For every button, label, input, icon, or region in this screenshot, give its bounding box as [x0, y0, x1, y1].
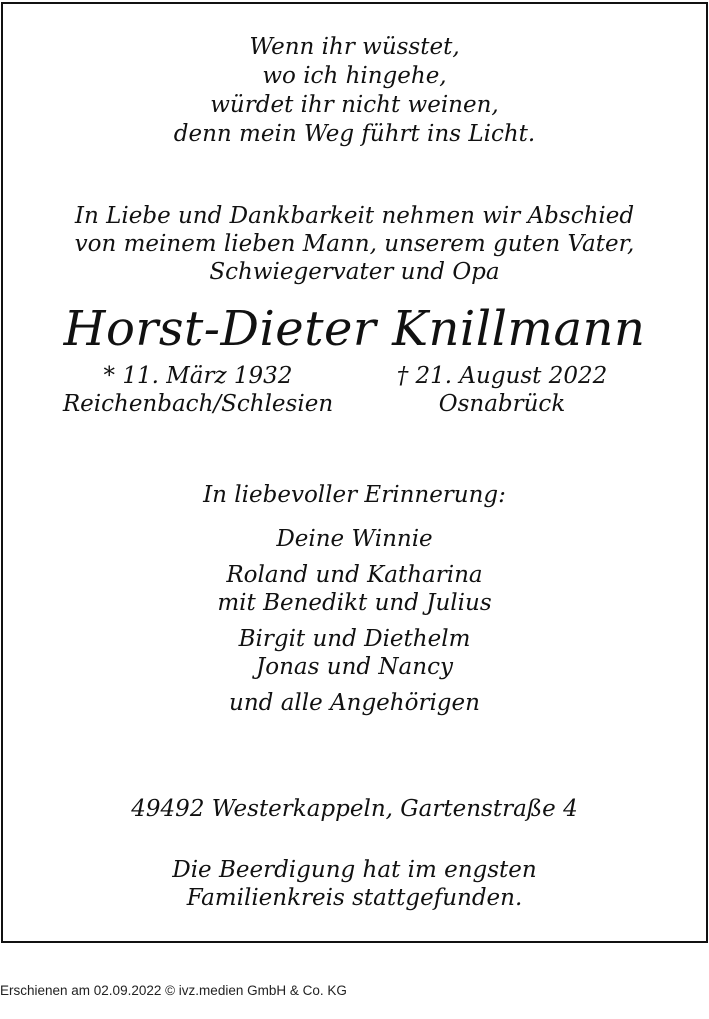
funeral-line-2: Familienkreis stattgefunden. [186, 885, 523, 911]
intro-line-2: von meinem lieben Mann, unserem guten Vater, [74, 231, 635, 257]
mourners-heading: In liebevoller Erinnerung: [203, 482, 506, 508]
death-date: † 21. August 2022 [396, 363, 608, 389]
mourner-others: und alle Angehörigen [229, 690, 480, 716]
poem-line-2: wo ich hingehe, [262, 63, 447, 89]
mourner-family-2-line-2: Jonas und Nancy [256, 654, 453, 680]
poem-line-4: denn mein Weg führt ins Licht. [173, 121, 536, 147]
funeral-line-1: Die Beerdigung hat im engsten [172, 857, 537, 883]
address: 49492 Westerkappeln, Gartenstraße 4 [131, 796, 578, 822]
birth-place: Reichenbach/Schlesien [62, 391, 334, 417]
mourner-spouse: Deine Winnie [276, 526, 433, 552]
mourner-family-2-line-1: Birgit und Diethelm [238, 626, 471, 652]
poem-line-3: würdet ihr nicht weinen, [210, 92, 499, 118]
mourner-family-1-line-1: Roland und Katharina [226, 562, 483, 588]
poem-line-1: Wenn ihr wüsstet, [249, 34, 460, 60]
birth-date: * 11. März 1932 [103, 363, 293, 389]
publication-footer: Erschienen am 02.09.2022 © ivz.medien GmbH & Co. KG [0, 983, 347, 998]
mourner-family-1-line-2: mit Benedikt und Julius [217, 590, 492, 616]
death-place: Osnabrück [438, 391, 566, 417]
deceased-name: Horst-Dieter Knillmann [63, 301, 646, 357]
intro-line-3: Schwiegervater und Opa [209, 259, 500, 285]
intro-line-1: In Liebe und Dankbarkeit nehmen wir Abschied [74, 203, 635, 229]
